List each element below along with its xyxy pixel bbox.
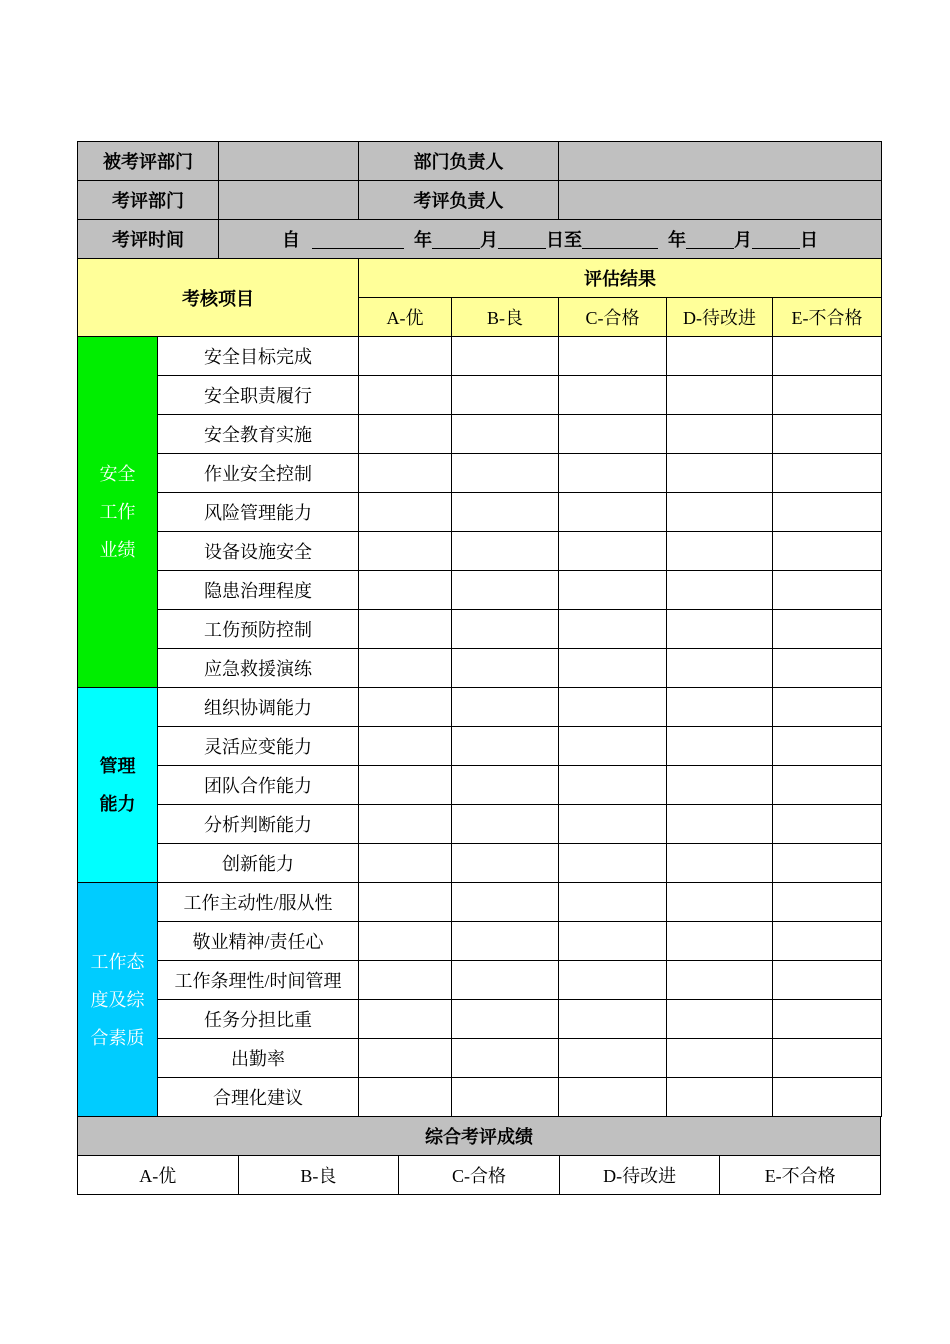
grade-cell[interactable] xyxy=(452,532,559,571)
grade-cell[interactable] xyxy=(452,454,559,493)
item-label: 出勤率 xyxy=(158,1039,359,1078)
grade-cell[interactable] xyxy=(667,727,773,766)
grade-cell[interactable] xyxy=(452,1039,559,1078)
summary-table xyxy=(77,1116,881,1195)
grade-cell[interactable] xyxy=(359,337,452,376)
grade-cell[interactable] xyxy=(452,805,559,844)
item-label: 任务分担比重 xyxy=(158,1000,359,1039)
table-row xyxy=(78,1078,882,1117)
grade-cell[interactable] xyxy=(359,883,452,922)
grade-cell[interactable] xyxy=(359,649,452,688)
summary-title: 综合考评成绩 xyxy=(78,1117,881,1156)
item-label: 创新能力 xyxy=(158,844,359,883)
table-row xyxy=(78,805,882,844)
grade-cell[interactable] xyxy=(452,844,559,883)
grade-cell[interactable] xyxy=(452,376,559,415)
grade-cell[interactable] xyxy=(773,493,882,532)
grade-cell[interactable] xyxy=(452,727,559,766)
grade-cell[interactable] xyxy=(667,532,773,571)
grade-cell[interactable] xyxy=(359,532,452,571)
grade-cell[interactable] xyxy=(559,1078,667,1117)
period-day-to: 日至 xyxy=(546,230,582,250)
grade-cell[interactable] xyxy=(359,922,452,961)
grade-cell[interactable] xyxy=(452,766,559,805)
table-row xyxy=(78,766,882,805)
grade-cell[interactable] xyxy=(359,961,452,1000)
grade-cell[interactable] xyxy=(667,376,773,415)
grade-cell[interactable] xyxy=(559,688,667,727)
eval-dept-label: 考评部门 xyxy=(78,181,219,220)
category-label-line: 管理 xyxy=(99,756,136,776)
grade-cell[interactable] xyxy=(773,805,882,844)
grade-header-3: D-待改进 xyxy=(667,298,773,337)
grade-cell[interactable] xyxy=(667,337,773,376)
grade-cell[interactable] xyxy=(667,610,773,649)
grade-cell[interactable] xyxy=(559,337,667,376)
month-start-blank[interactable] xyxy=(432,230,480,249)
table-row xyxy=(78,688,882,727)
grade-cell[interactable] xyxy=(452,922,559,961)
grade-cell[interactable] xyxy=(667,1078,773,1117)
category-0 xyxy=(78,337,158,688)
category-2 xyxy=(78,883,158,1117)
period-month2: 月 xyxy=(734,230,752,250)
grade-cell[interactable] xyxy=(452,883,559,922)
grade-cell[interactable] xyxy=(773,532,882,571)
table-row xyxy=(78,1000,882,1039)
grade-cell[interactable] xyxy=(359,376,452,415)
grade-cell[interactable] xyxy=(773,883,882,922)
eval-head-label: 考评负责人 xyxy=(359,181,559,220)
grade-cell[interactable] xyxy=(359,1078,452,1117)
grade-cell[interactable] xyxy=(359,844,452,883)
grade-cell[interactable] xyxy=(559,766,667,805)
table-row xyxy=(78,571,882,610)
grade-cell[interactable] xyxy=(559,1039,667,1078)
item-label: 灵活应变能力 xyxy=(158,727,359,766)
evaluation-form xyxy=(77,141,881,1195)
grade-cell[interactable] xyxy=(667,493,773,532)
item-label: 安全目标完成 xyxy=(158,337,359,376)
item-label: 作业安全控制 xyxy=(158,454,359,493)
category-label-line: 合素质 xyxy=(90,1027,145,1048)
table-row xyxy=(78,961,882,1000)
summary-grade-1[interactable]: B-良 xyxy=(238,1156,399,1195)
grade-cell[interactable] xyxy=(559,844,667,883)
table-row xyxy=(78,376,882,415)
grade-cell[interactable] xyxy=(773,688,882,727)
category-label-line: 安全 xyxy=(99,464,136,484)
grade-cell[interactable] xyxy=(773,571,882,610)
dept-head-label: 部门负责人 xyxy=(359,142,559,181)
grade-cell[interactable] xyxy=(559,376,667,415)
grade-cell[interactable] xyxy=(359,805,452,844)
grade-cell[interactable] xyxy=(773,922,882,961)
category-label-line: 业绩 xyxy=(99,540,136,560)
grade-cell[interactable] xyxy=(773,337,882,376)
dept-label: 被考评部门 xyxy=(78,142,219,181)
grade-cell[interactable] xyxy=(773,727,882,766)
grade-cell[interactable] xyxy=(359,571,452,610)
grade-cell[interactable] xyxy=(452,1000,559,1039)
table-row xyxy=(78,1039,882,1078)
item-label: 安全职责履行 xyxy=(158,376,359,415)
grade-cell[interactable] xyxy=(667,649,773,688)
day-end-blank[interactable] xyxy=(752,230,800,249)
item-label: 隐患治理程度 xyxy=(158,571,359,610)
grade-cell[interactable] xyxy=(667,415,773,454)
grade-cell[interactable] xyxy=(667,805,773,844)
grade-cell[interactable] xyxy=(773,649,882,688)
period-from: 自 xyxy=(282,230,300,250)
item-label: 分析判断能力 xyxy=(158,805,359,844)
grade-cell[interactable] xyxy=(773,376,882,415)
table-row xyxy=(78,415,882,454)
item-header: 考核项目 xyxy=(78,259,359,337)
grade-cell[interactable] xyxy=(359,454,452,493)
grade-cell[interactable] xyxy=(773,415,882,454)
grade-cell[interactable] xyxy=(359,493,452,532)
period-year1: 年 xyxy=(414,230,432,250)
grade-cell[interactable] xyxy=(667,844,773,883)
grade-header-4: E-不合格 xyxy=(773,298,882,337)
item-label: 工作条理性/时间管理 xyxy=(158,961,359,1000)
result-header: 评估结果 xyxy=(359,259,882,298)
grade-cell[interactable] xyxy=(667,1000,773,1039)
grade-cell[interactable] xyxy=(773,766,882,805)
table-row xyxy=(78,922,882,961)
table-row xyxy=(78,727,882,766)
grade-cell[interactable] xyxy=(773,844,882,883)
table-row xyxy=(78,883,882,922)
grade-cell[interactable] xyxy=(773,1078,882,1117)
evaluation-table xyxy=(77,141,882,1117)
period-day2: 日 xyxy=(800,230,818,250)
item-label: 风险管理能力 xyxy=(158,493,359,532)
year-start-blank[interactable] xyxy=(312,230,404,249)
grade-cell[interactable] xyxy=(559,532,667,571)
table-row xyxy=(78,844,882,883)
category-label-line: 能力 xyxy=(99,794,136,814)
eval-dept-field[interactable] xyxy=(219,181,359,220)
grade-cell[interactable] xyxy=(667,571,773,610)
item-label: 应急救援演练 xyxy=(158,649,359,688)
grade-cell[interactable] xyxy=(559,727,667,766)
grade-cell[interactable] xyxy=(452,571,559,610)
grade-cell[interactable] xyxy=(559,961,667,1000)
category-label-line: 工作态 xyxy=(90,951,145,972)
grade-cell[interactable] xyxy=(667,1039,773,1078)
grade-cell[interactable] xyxy=(559,649,667,688)
grade-cell[interactable] xyxy=(559,493,667,532)
grade-cell[interactable] xyxy=(359,727,452,766)
grade-cell[interactable] xyxy=(452,337,559,376)
table-row xyxy=(78,454,882,493)
grade-cell[interactable] xyxy=(667,454,773,493)
grade-cell[interactable] xyxy=(559,454,667,493)
table-row xyxy=(78,337,882,376)
grade-cell[interactable] xyxy=(667,883,773,922)
grade-cell[interactable] xyxy=(452,493,559,532)
summary-grade-2[interactable]: C-合格 xyxy=(399,1156,560,1195)
item-label: 设备设施安全 xyxy=(158,532,359,571)
grade-cell[interactable] xyxy=(359,766,452,805)
grade-header-2: C-合格 xyxy=(559,298,667,337)
item-label: 敬业精神/责任心 xyxy=(158,922,359,961)
table-row xyxy=(78,649,882,688)
grade-cell[interactable] xyxy=(667,922,773,961)
item-label: 工伤预防控制 xyxy=(158,610,359,649)
grade-cell[interactable] xyxy=(559,571,667,610)
grade-cell[interactable] xyxy=(452,610,559,649)
grade-cell[interactable] xyxy=(359,1039,452,1078)
table-row xyxy=(78,610,882,649)
table-row xyxy=(78,532,882,571)
period-year2: 年 xyxy=(668,230,686,250)
eval-head-field[interactable] xyxy=(559,181,882,220)
dept-field[interactable] xyxy=(219,142,359,181)
grade-cell[interactable] xyxy=(452,1078,559,1117)
grade-cell[interactable] xyxy=(667,961,773,1000)
grade-cell[interactable] xyxy=(452,649,559,688)
item-label: 安全教育实施 xyxy=(158,415,359,454)
grade-cell[interactable] xyxy=(559,883,667,922)
summary-grade-3[interactable]: D-待改进 xyxy=(559,1156,720,1195)
grade-cell[interactable] xyxy=(667,688,773,727)
grade-cell[interactable] xyxy=(559,610,667,649)
category-label-line: 度及综 xyxy=(90,989,145,1010)
grade-cell[interactable] xyxy=(773,1039,882,1078)
year-end-blank[interactable] xyxy=(582,230,658,249)
grade-cell[interactable] xyxy=(452,961,559,1000)
grade-header-1: B-良 xyxy=(452,298,559,337)
summary-grade-0[interactable]: A-优 xyxy=(78,1156,239,1195)
grade-cell[interactable] xyxy=(773,610,882,649)
period-field[interactable] xyxy=(219,220,882,259)
grade-cell[interactable] xyxy=(359,1000,452,1039)
grade-cell[interactable] xyxy=(773,1000,882,1039)
item-label: 团队合作能力 xyxy=(158,766,359,805)
item-label: 工作主动性/服从性 xyxy=(158,883,359,922)
grade-cell[interactable] xyxy=(359,415,452,454)
summary-grade-4[interactable]: E-不合格 xyxy=(720,1156,881,1195)
month-end-blank[interactable] xyxy=(686,230,734,249)
period-month1: 月 xyxy=(480,230,498,250)
category-label-line: 工作 xyxy=(99,502,136,522)
grade-cell[interactable] xyxy=(359,688,452,727)
grade-cell[interactable] xyxy=(452,688,559,727)
item-label: 合理化建议 xyxy=(158,1078,359,1117)
grade-cell[interactable] xyxy=(773,961,882,1000)
item-label: 组织协调能力 xyxy=(158,688,359,727)
day-start-blank[interactable] xyxy=(498,230,546,249)
grade-cell[interactable] xyxy=(559,1000,667,1039)
period-label: 考评时间 xyxy=(78,220,219,259)
grade-cell[interactable] xyxy=(667,766,773,805)
dept-head-field[interactable] xyxy=(559,142,882,181)
grade-cell[interactable] xyxy=(559,415,667,454)
grade-header-0: A-优 xyxy=(359,298,452,337)
grade-cell[interactable] xyxy=(559,922,667,961)
grade-cell[interactable] xyxy=(359,610,452,649)
grade-cell[interactable] xyxy=(452,415,559,454)
grade-cell[interactable] xyxy=(559,805,667,844)
grade-cell[interactable] xyxy=(773,454,882,493)
table-row xyxy=(78,493,882,532)
category-1 xyxy=(78,688,158,883)
